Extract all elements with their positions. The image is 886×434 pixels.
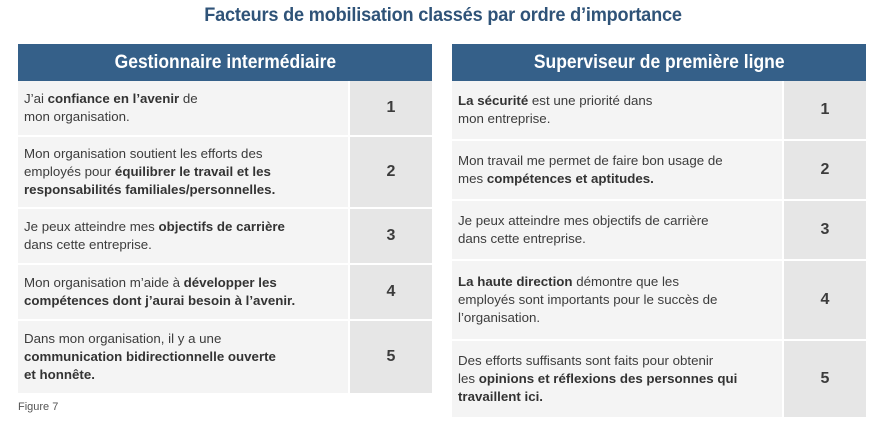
factor-text-bold: confiance en l’avenir xyxy=(47,91,180,106)
factor-text xyxy=(452,341,784,417)
table-row xyxy=(18,137,432,209)
table-row xyxy=(452,141,866,201)
factor-text-bold: La haute direction xyxy=(458,274,573,289)
factor-text-bold: compétences et aptitudes. xyxy=(486,171,654,186)
rank-number: 1 xyxy=(784,81,866,139)
factor-text xyxy=(452,261,784,339)
table-row xyxy=(18,81,432,137)
page-title: Facteurs de mobilisation classés par ordre d’importance xyxy=(204,4,682,26)
factor-text-part: dans cette entreprise. xyxy=(24,237,152,252)
factor-text-part: Je peux atteindre mes objectifs de carrière dans cette entreprise. xyxy=(458,213,709,246)
factor-text-bold: opinions et réflexions des personnes qui travaillent ici. xyxy=(458,371,738,404)
table-row xyxy=(452,261,866,341)
factor-text-part: est une priorité dans mon entreprise. xyxy=(458,93,653,126)
table-row xyxy=(18,321,432,395)
factor-text-bold: équilibrer le travail et les responsabilités familiales/personnelles. xyxy=(24,164,276,197)
table-row xyxy=(18,265,432,321)
right-panel-header: Superviseur de première ligne xyxy=(452,44,866,81)
table-row xyxy=(452,81,866,141)
figure-label: Figure 7 xyxy=(18,401,59,413)
rank-number: 5 xyxy=(350,321,432,393)
right-rows xyxy=(452,81,866,419)
factor-text xyxy=(452,201,784,259)
left-rows xyxy=(18,81,432,395)
factor-text xyxy=(452,141,784,199)
rank-number: 5 xyxy=(784,341,866,417)
factor-text xyxy=(452,81,784,139)
factor-text-bold: développer les compétences dont j’aurai besoin à l’avenir. xyxy=(24,275,296,308)
factor-text xyxy=(18,81,350,135)
rank-number: 2 xyxy=(784,141,866,199)
factor-text-part: de mon organisation. xyxy=(24,91,198,124)
factor-text-part: Mon organisation m’aide à xyxy=(24,275,184,290)
rank-number: 3 xyxy=(350,209,432,263)
left-panel-middle-manager xyxy=(18,44,432,395)
factor-text-part: Mon organisation soutient les efforts des employés pour xyxy=(24,146,263,179)
factor-text-bold: objectifs de carrière xyxy=(158,219,285,234)
right-panel-frontline-supervisor xyxy=(452,44,866,419)
factor-text-part: Dans mon organisation, il y a une xyxy=(24,331,222,346)
factor-text-part: Je peux atteindre mes xyxy=(24,219,159,234)
factor-text-bold: La sécurité xyxy=(458,93,529,108)
rank-number: 4 xyxy=(350,265,432,319)
rank-number: 1 xyxy=(350,81,432,135)
table-row xyxy=(452,341,866,419)
table-row xyxy=(452,201,866,261)
rank-number: 3 xyxy=(784,201,866,259)
factor-text-part: Mon travail me permet de faire bon usage de mes xyxy=(458,153,723,186)
left-panel-header: Gestionnaire intermédiaire xyxy=(18,44,432,81)
table-row xyxy=(18,209,432,265)
rank-number: 4 xyxy=(784,261,866,339)
factor-text-part: démontre que les employés sont importants pour le succès de l’organisation. xyxy=(458,274,718,325)
factor-text xyxy=(18,209,350,263)
factor-text-part: J’ai xyxy=(24,91,48,106)
factor-text-part: Des efforts suffisants sont faits pour obtenir les xyxy=(458,353,714,386)
factor-text xyxy=(18,321,350,393)
factor-text xyxy=(18,137,350,207)
factor-text-bold: communication bidirectionnelle ouverte et honnête. xyxy=(24,349,276,382)
factor-text xyxy=(18,265,350,319)
rank-number: 2 xyxy=(350,137,432,207)
